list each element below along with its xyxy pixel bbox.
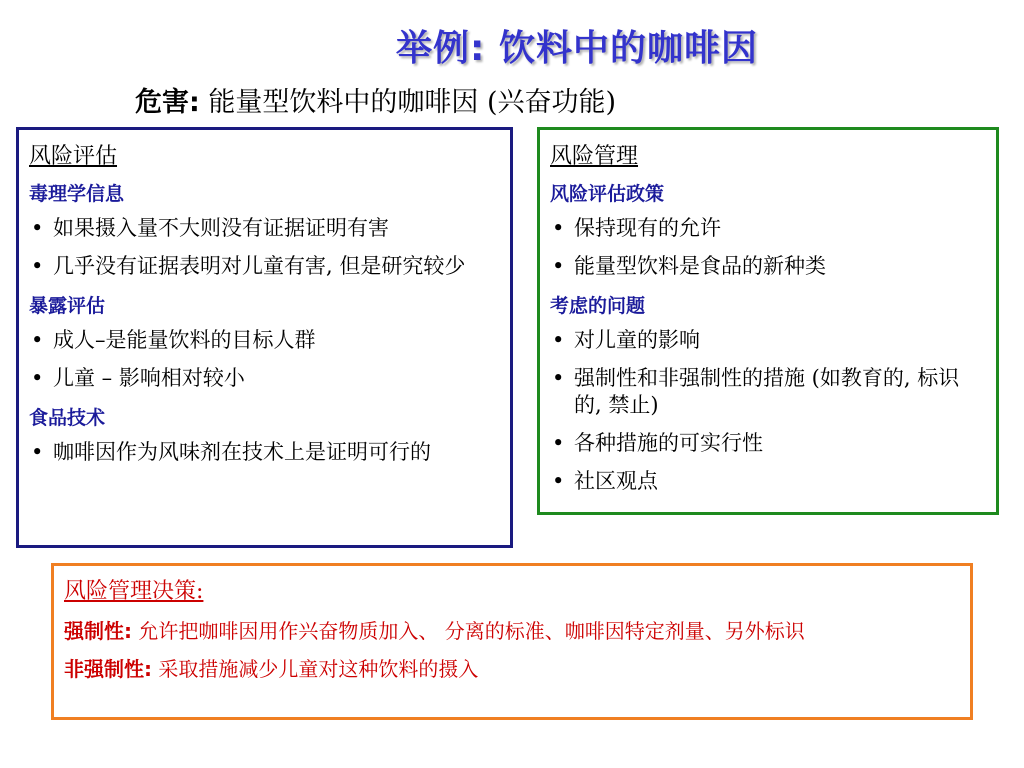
list-item — [550, 430, 986, 457]
list-item-text: 保持现有的允许 — [574, 216, 721, 240]
exposure-list — [29, 327, 500, 392]
toxicology-heading: 毒理学信息 — [29, 183, 125, 205]
hazard-text: 能量型饮料中的咖啡因 (兴奋功能) — [199, 87, 617, 118]
list-item — [550, 468, 986, 495]
bullet-icon: • — [552, 254, 565, 278]
list-item — [29, 365, 500, 392]
mandatory-line — [64, 617, 960, 645]
food-tech-list — [29, 439, 500, 466]
exposure-heading: 暴露评估 — [29, 295, 106, 317]
hazard-label: 危害: — [135, 87, 200, 118]
risk-management-box — [537, 127, 999, 515]
decision-box — [51, 563, 973, 720]
list-item-text: 各种措施的可实行性 — [574, 431, 763, 455]
mandatory-text: 允许把咖啡因用作兴奋物质加入、 分离的标准、咖啡因特定剂量、另外标识 — [132, 619, 805, 643]
toxicology-list — [29, 215, 500, 280]
list-item-text: 社区观点 — [574, 469, 658, 493]
decision-heading — [64, 574, 960, 605]
list-item-text: 几乎没有证据表明对儿童有害, 但是研究较少 — [53, 254, 466, 278]
voluntary-text: 采取措施减少儿童对这种饮料的摄入 — [152, 657, 479, 681]
bullet-icon: • — [552, 328, 565, 352]
mandatory-label: 强制性: — [64, 619, 132, 643]
food-tech-heading: 食品技术 — [29, 407, 106, 429]
issues-heading: 考虑的问题 — [550, 295, 646, 317]
list-item-text: 能量型饮料是食品的新种类 — [574, 254, 826, 278]
risk-assessment-box — [16, 127, 513, 548]
list-item — [29, 439, 500, 466]
bullet-icon: • — [31, 328, 44, 352]
list-item — [550, 365, 986, 419]
hazard-line — [135, 80, 616, 119]
list-item-text: 成人–是能量饮料的目标人群 — [53, 328, 316, 352]
list-item — [550, 327, 986, 354]
list-item — [550, 215, 986, 242]
voluntary-line — [64, 655, 960, 683]
risk-assessment-heading: 风险评估 — [29, 144, 118, 169]
list-item-text: 对儿童的影响 — [574, 328, 700, 352]
list-item — [29, 253, 500, 280]
risk-management-heading: 风险管理 — [550, 144, 639, 169]
bullet-icon: • — [552, 469, 565, 493]
list-item — [550, 253, 986, 280]
list-item-text: 如果摄入量不大则没有证据证明有害 — [53, 216, 389, 240]
decision-heading-text: 风险管理决策: — [64, 579, 204, 604]
bullet-icon: • — [31, 254, 44, 278]
voluntary-label: 非强制性: — [64, 657, 152, 681]
bullet-icon: • — [31, 216, 44, 240]
list-item-text: 儿童 – 影响相对较小 — [53, 366, 245, 390]
list-item — [29, 327, 500, 354]
list-item — [29, 215, 500, 242]
bullet-icon: • — [552, 431, 565, 455]
bullet-icon: • — [552, 366, 565, 390]
policy-heading: 风险评估政策 — [550, 183, 665, 205]
policy-list — [550, 215, 986, 280]
list-item-text: 强制性和非强制性的措施 (如教育的, 标识的, 禁止) — [574, 366, 960, 417]
bullet-icon: • — [31, 440, 44, 464]
bullet-icon: • — [31, 366, 44, 390]
issues-list — [550, 327, 986, 495]
bullet-icon: • — [552, 216, 565, 240]
list-item-text: 咖啡因作为风味剂在技术上是证明可行的 — [53, 440, 431, 464]
slide-title: 举例: 饮料中的咖啡因 — [396, 28, 758, 69]
